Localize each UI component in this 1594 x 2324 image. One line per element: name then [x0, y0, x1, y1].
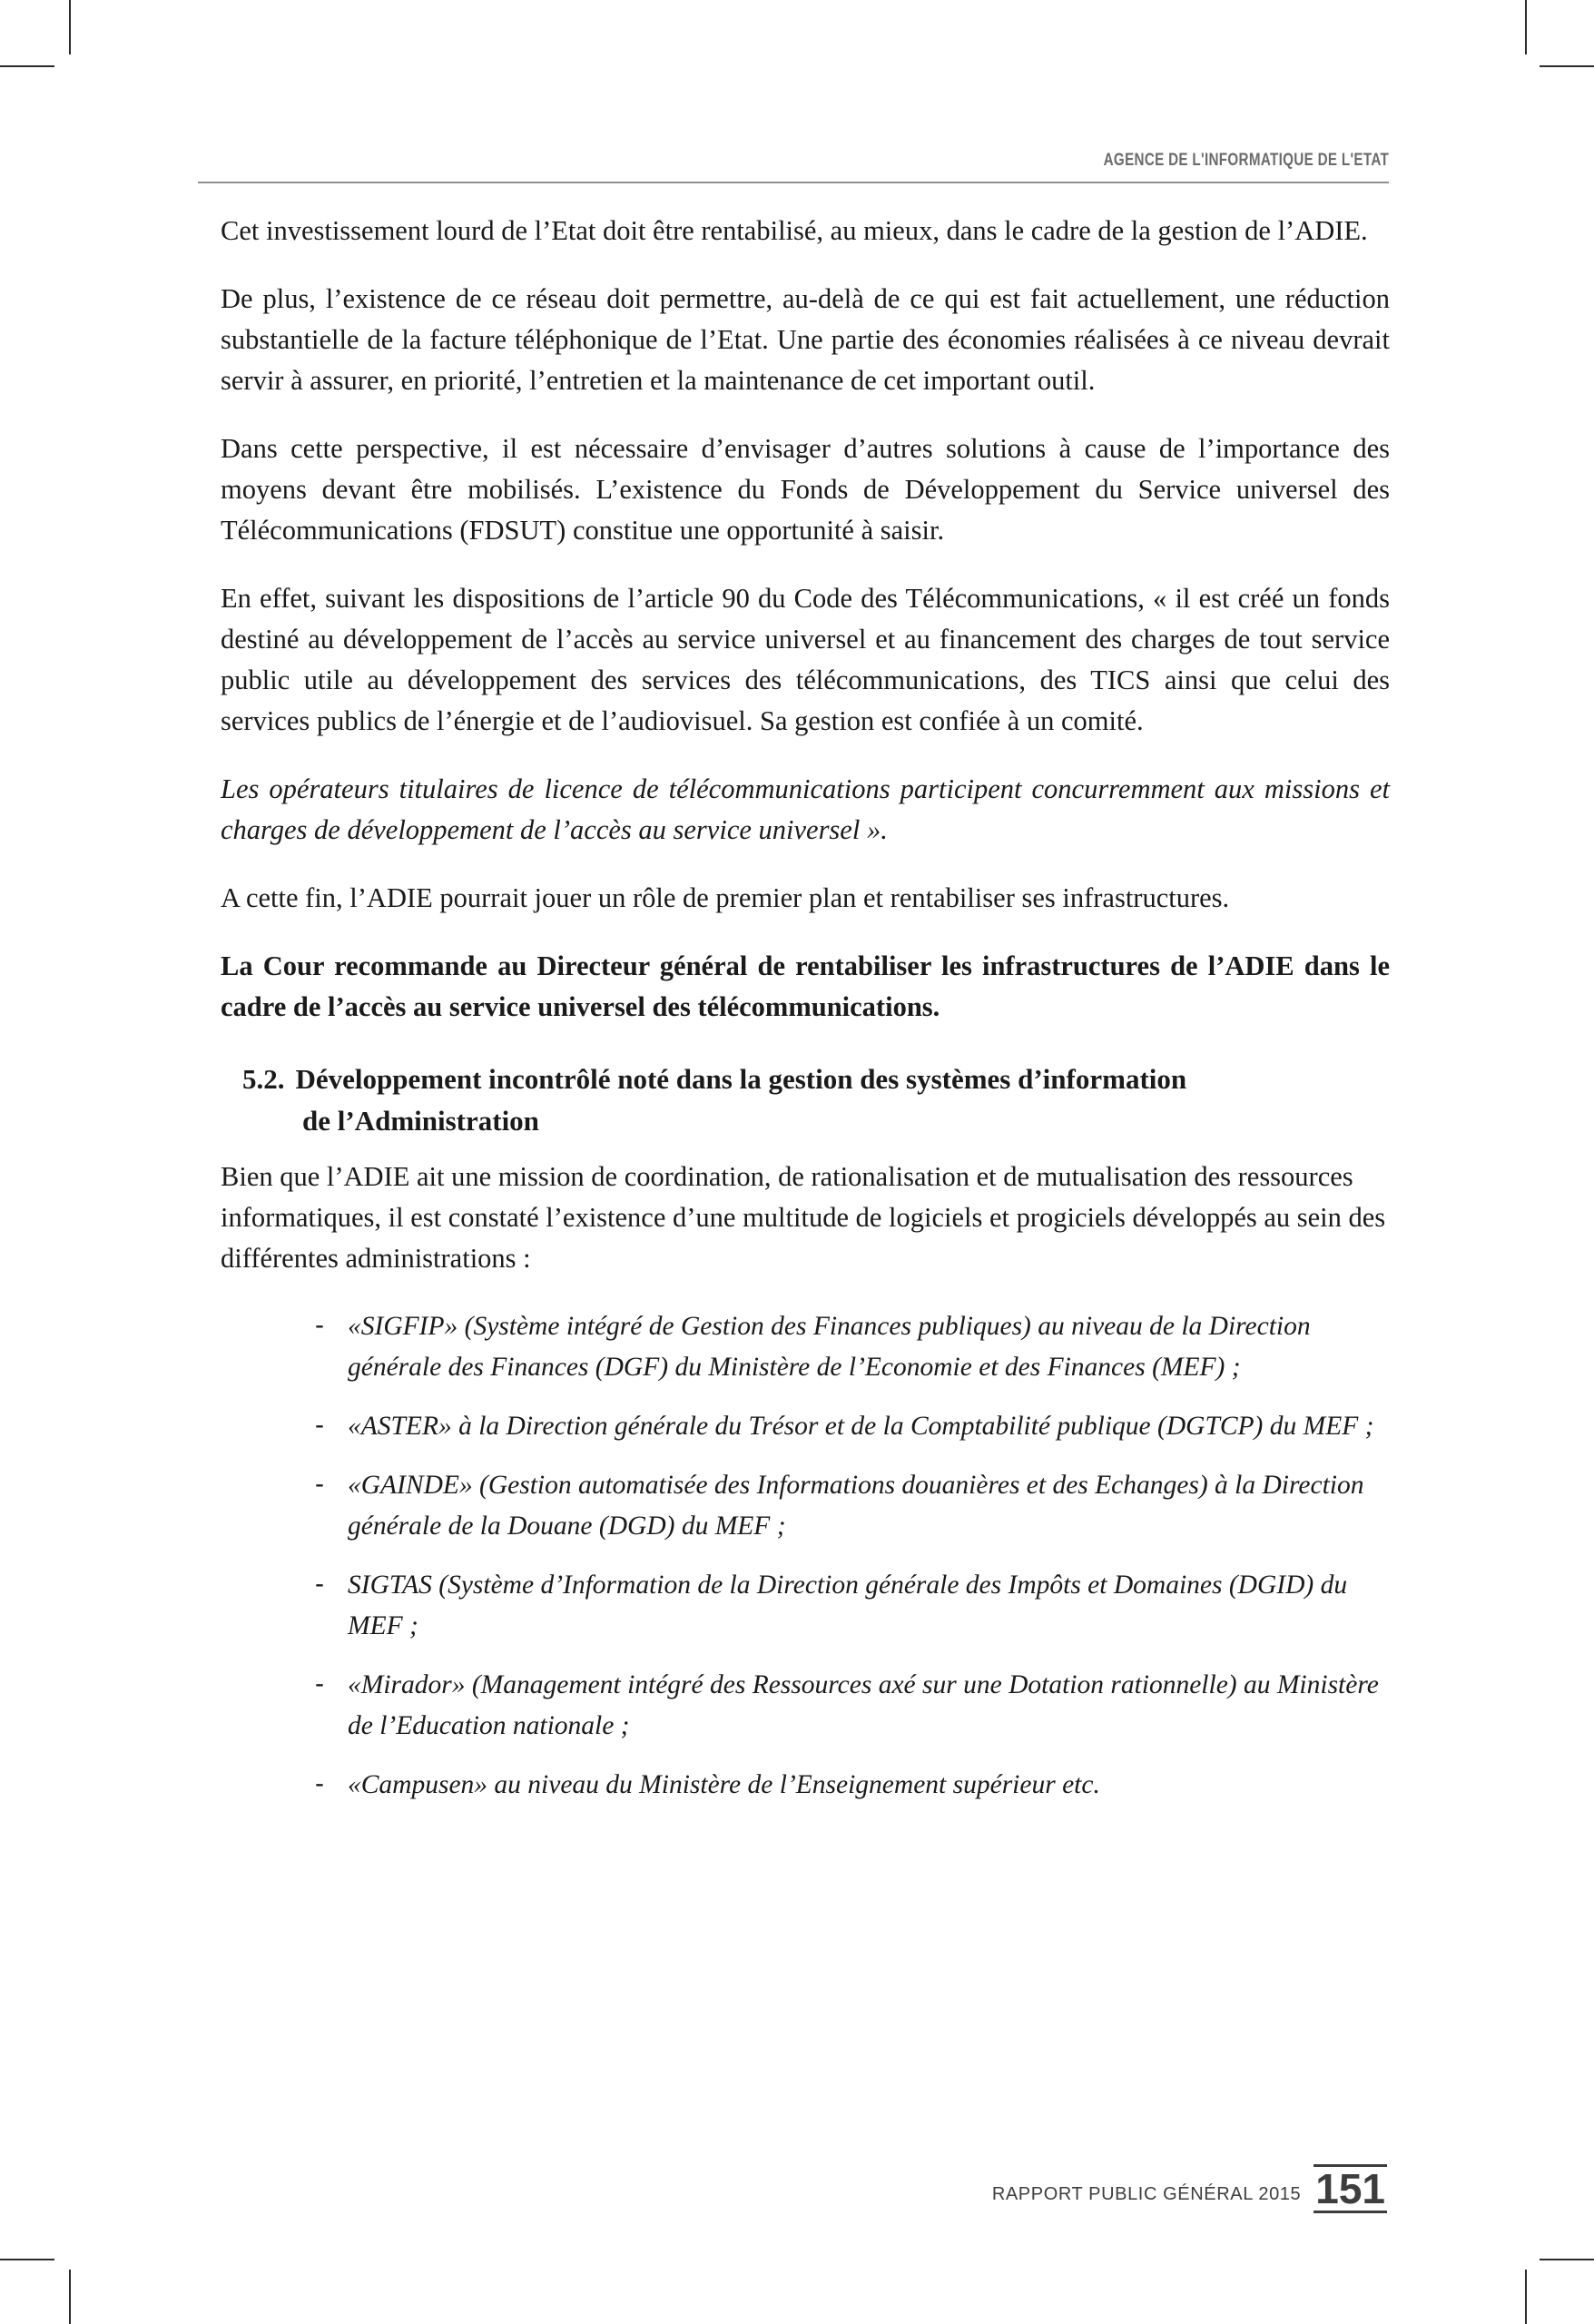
paragraph-5: A cette fin, l’ADIE pourrait jouer un rôle de premier plan et rentabiliser ses infrastructures.: [221, 882, 1230, 913]
page-footer: [992, 2164, 1387, 2213]
paragraph-4: En effet, suivant les dispositions de l’article 90 du Code des Télécommunications, « il est créé un fonds destiné au développement de l’accès au service universel et au financement des charges de tout service public utile au développement des services des télécommunications, des TICS ainsi que celui des services publics de l’énergie et de l’audiovisuel. Sa gestion est confiée à un comité.: [221, 583, 1390, 736]
dash-bullet-icon: -: [315, 1310, 324, 1340]
running-head-rule: [198, 182, 1389, 183]
running-head-text: AGENCE DE L'INFORMATIQUE DE L'ETAT: [1103, 151, 1389, 170]
list-item-text: SIGTAS (Système d’Information de la Direction générale des Impôts et Domaines (DGID) du MEF ;: [348, 1571, 1348, 1640]
list-item: [313, 1306, 1390, 1388]
section-title: Développement incontrôlé noté dans la gestion des systèmes d’information de l’Administration: [295, 1063, 1187, 1137]
crop-mark-bottom-left-vertical: [69, 2270, 71, 2324]
paragraph-3: Dans cette perspective, il est nécessaire d’envisager d’autres solutions à cause de l’importance des moyens devant être mobilisés. L’existence du Fonds de Développement du Service universel des Télécommunications (FDSUT) constitue une opportunité à saisir.: [221, 433, 1390, 546]
dash-bullet-icon: -: [315, 1410, 324, 1440]
dash-bullet-icon: -: [315, 1669, 324, 1699]
paragraph-1: Cet investissement lourd de l’Etat doit être rentabilisé, au mieux, dans le cadre de la gestion de l’ADIE.: [221, 215, 1368, 246]
list-item-text: «GAINDE» (Gestion automatisée des Informations douanières et des Echanges) à la Direction générale de la Douane (DGD) du MEF ;: [348, 1471, 1364, 1541]
section-number: 5.2.: [242, 1063, 285, 1095]
list-intro-paragraph: Bien que l’ADIE ait une mission de coordination, de rationalisation et de mutualisation des ressources informatiques, il est constaté l’existence d’une multitude de logiciels et progiciels développés au sein des différentes administrations :: [221, 1161, 1386, 1274]
dash-bullet-icon: -: [315, 1469, 324, 1499]
paragraph-2: De plus, l’existence de ce réseau doit permettre, au-delà de ce qui est fait actuellement, une réduction substantielle de la facture téléphonique de l’Etat. Une partie des économies réalisées à ce niveau devrait servir à assurer, en priorité, l’entretien et la maintenance de cet important outil.: [221, 283, 1390, 396]
page-number: 151: [1315, 2165, 1385, 2212]
crop-mark-top-right-vertical: [1525, 0, 1527, 54]
list-item-text: «Campusen» au niveau du Ministère de l’Enseignement supérieur etc.: [348, 1770, 1100, 1799]
list-item: [313, 1565, 1390, 1647]
list-item: [313, 1406, 1390, 1447]
dash-bullet-icon: -: [315, 1569, 324, 1599]
list-item-text: «ASTER» à la Direction générale du Trésor et de la Comptabilité publique (DGTCP) du MEF ;: [348, 1412, 1374, 1441]
crop-mark-bottom-right-horizontal: [1540, 2259, 1594, 2260]
running-head: [198, 151, 1389, 171]
page-number-frame: [1314, 2164, 1387, 2213]
recommendation-paragraph: La Cour recommande au Directeur général de rentabiliser les infrastructures de l’ADIE dans le cadre de l’accès au service universel des télécommunications.: [221, 950, 1390, 1022]
crop-mark-top-right-horizontal: [1540, 65, 1594, 67]
list-item: [313, 1765, 1390, 1806]
quote-paragraph: Les opérateurs titulaires de licence de télécommunications participent concurremment aux missions et charges de développement de l’accès au service universel ».: [221, 773, 1390, 845]
crop-mark-top-left-horizontal: [0, 65, 54, 67]
footer-report-label: RAPPORT PUBLIC GÉNÉRAL 2015: [991, 2184, 1302, 2204]
crop-mark-bottom-right-vertical: [1525, 2270, 1527, 2324]
list-item-text: «Mirador» (Management intégré des Ressources axé sur une Dotation rationnelle) au Ministère de l’Education nationale ;: [348, 1670, 1379, 1740]
page-content: [221, 211, 1390, 1824]
software-list: [221, 1306, 1390, 1806]
list-item: [313, 1465, 1390, 1547]
section-heading: [242, 1059, 1210, 1142]
crop-mark-top-left-vertical: [69, 0, 71, 54]
list-item: [313, 1665, 1390, 1747]
dash-bullet-icon: -: [315, 1768, 324, 1798]
crop-mark-bottom-left-horizontal: [0, 2259, 54, 2260]
list-item-text: «SIGFIP» (Système intégré de Gestion des Finances publiques) au niveau de la Direction générale des Finances (DGF) du Ministère de l’Economie et des Finances (MEF) ;: [348, 1312, 1311, 1382]
